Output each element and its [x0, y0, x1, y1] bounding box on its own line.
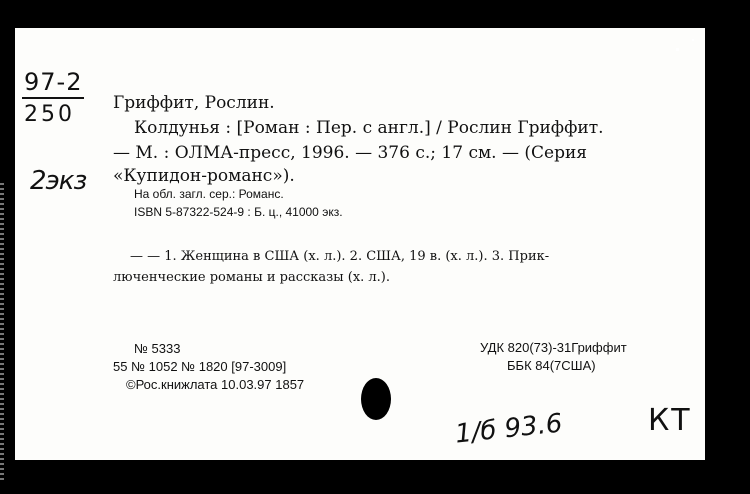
record-number: № 5333 — [134, 341, 181, 356]
call-number-top: 97-2 — [24, 68, 83, 96]
subjects-line-2: люченческие романы и рассказы (х. л.). — [113, 270, 391, 285]
author-heading: Гриффит, Рослин. — [113, 93, 275, 113]
note-line: На обл. загл. сер.: Романс. — [134, 187, 284, 201]
subjects-line-1: — — 1. Женщина в США (х. л.). 2. США, 19 в. (х. л.). 3. Прик- — [130, 249, 550, 264]
scan-speck-right — [692, 39, 694, 41]
scan-mark-left — [0, 180, 4, 480]
description-line-2: — М. : ОЛМА-пресс, 1996. — 376 с.; 17 см. — (Серия — [113, 143, 588, 163]
call-number-bottom: 250 — [24, 102, 75, 127]
record-line-3: ©Рос.книжлата 10.03.97 1857 — [126, 377, 305, 392]
scan-speck-top-right — [676, 48, 679, 51]
handwritten-initials: КТ — [648, 403, 692, 438]
punch-hole — [361, 378, 391, 420]
copies-note: 2экз — [30, 166, 87, 196]
udk-code: УДК 820(73)-31Гриффит — [480, 340, 627, 355]
description-line-3: «Купидон-романс»). — [113, 166, 295, 186]
bbk-code: ББК 84(7США) — [507, 358, 596, 373]
record-line-2: 55 № 1052 № 1820 [97-3009] — [113, 359, 287, 374]
description-line-1: Колдунья : [Роман : Пер. с англ.] / Рослин Гриффит. — [134, 118, 604, 138]
call-number-divider — [22, 97, 84, 99]
catalog-card — [15, 28, 705, 460]
handwritten-code: 1/б 93.6 — [453, 408, 564, 450]
isbn-line: ISBN 5-87322-524-9 : Б. ц., 41000 экз. — [134, 205, 343, 219]
